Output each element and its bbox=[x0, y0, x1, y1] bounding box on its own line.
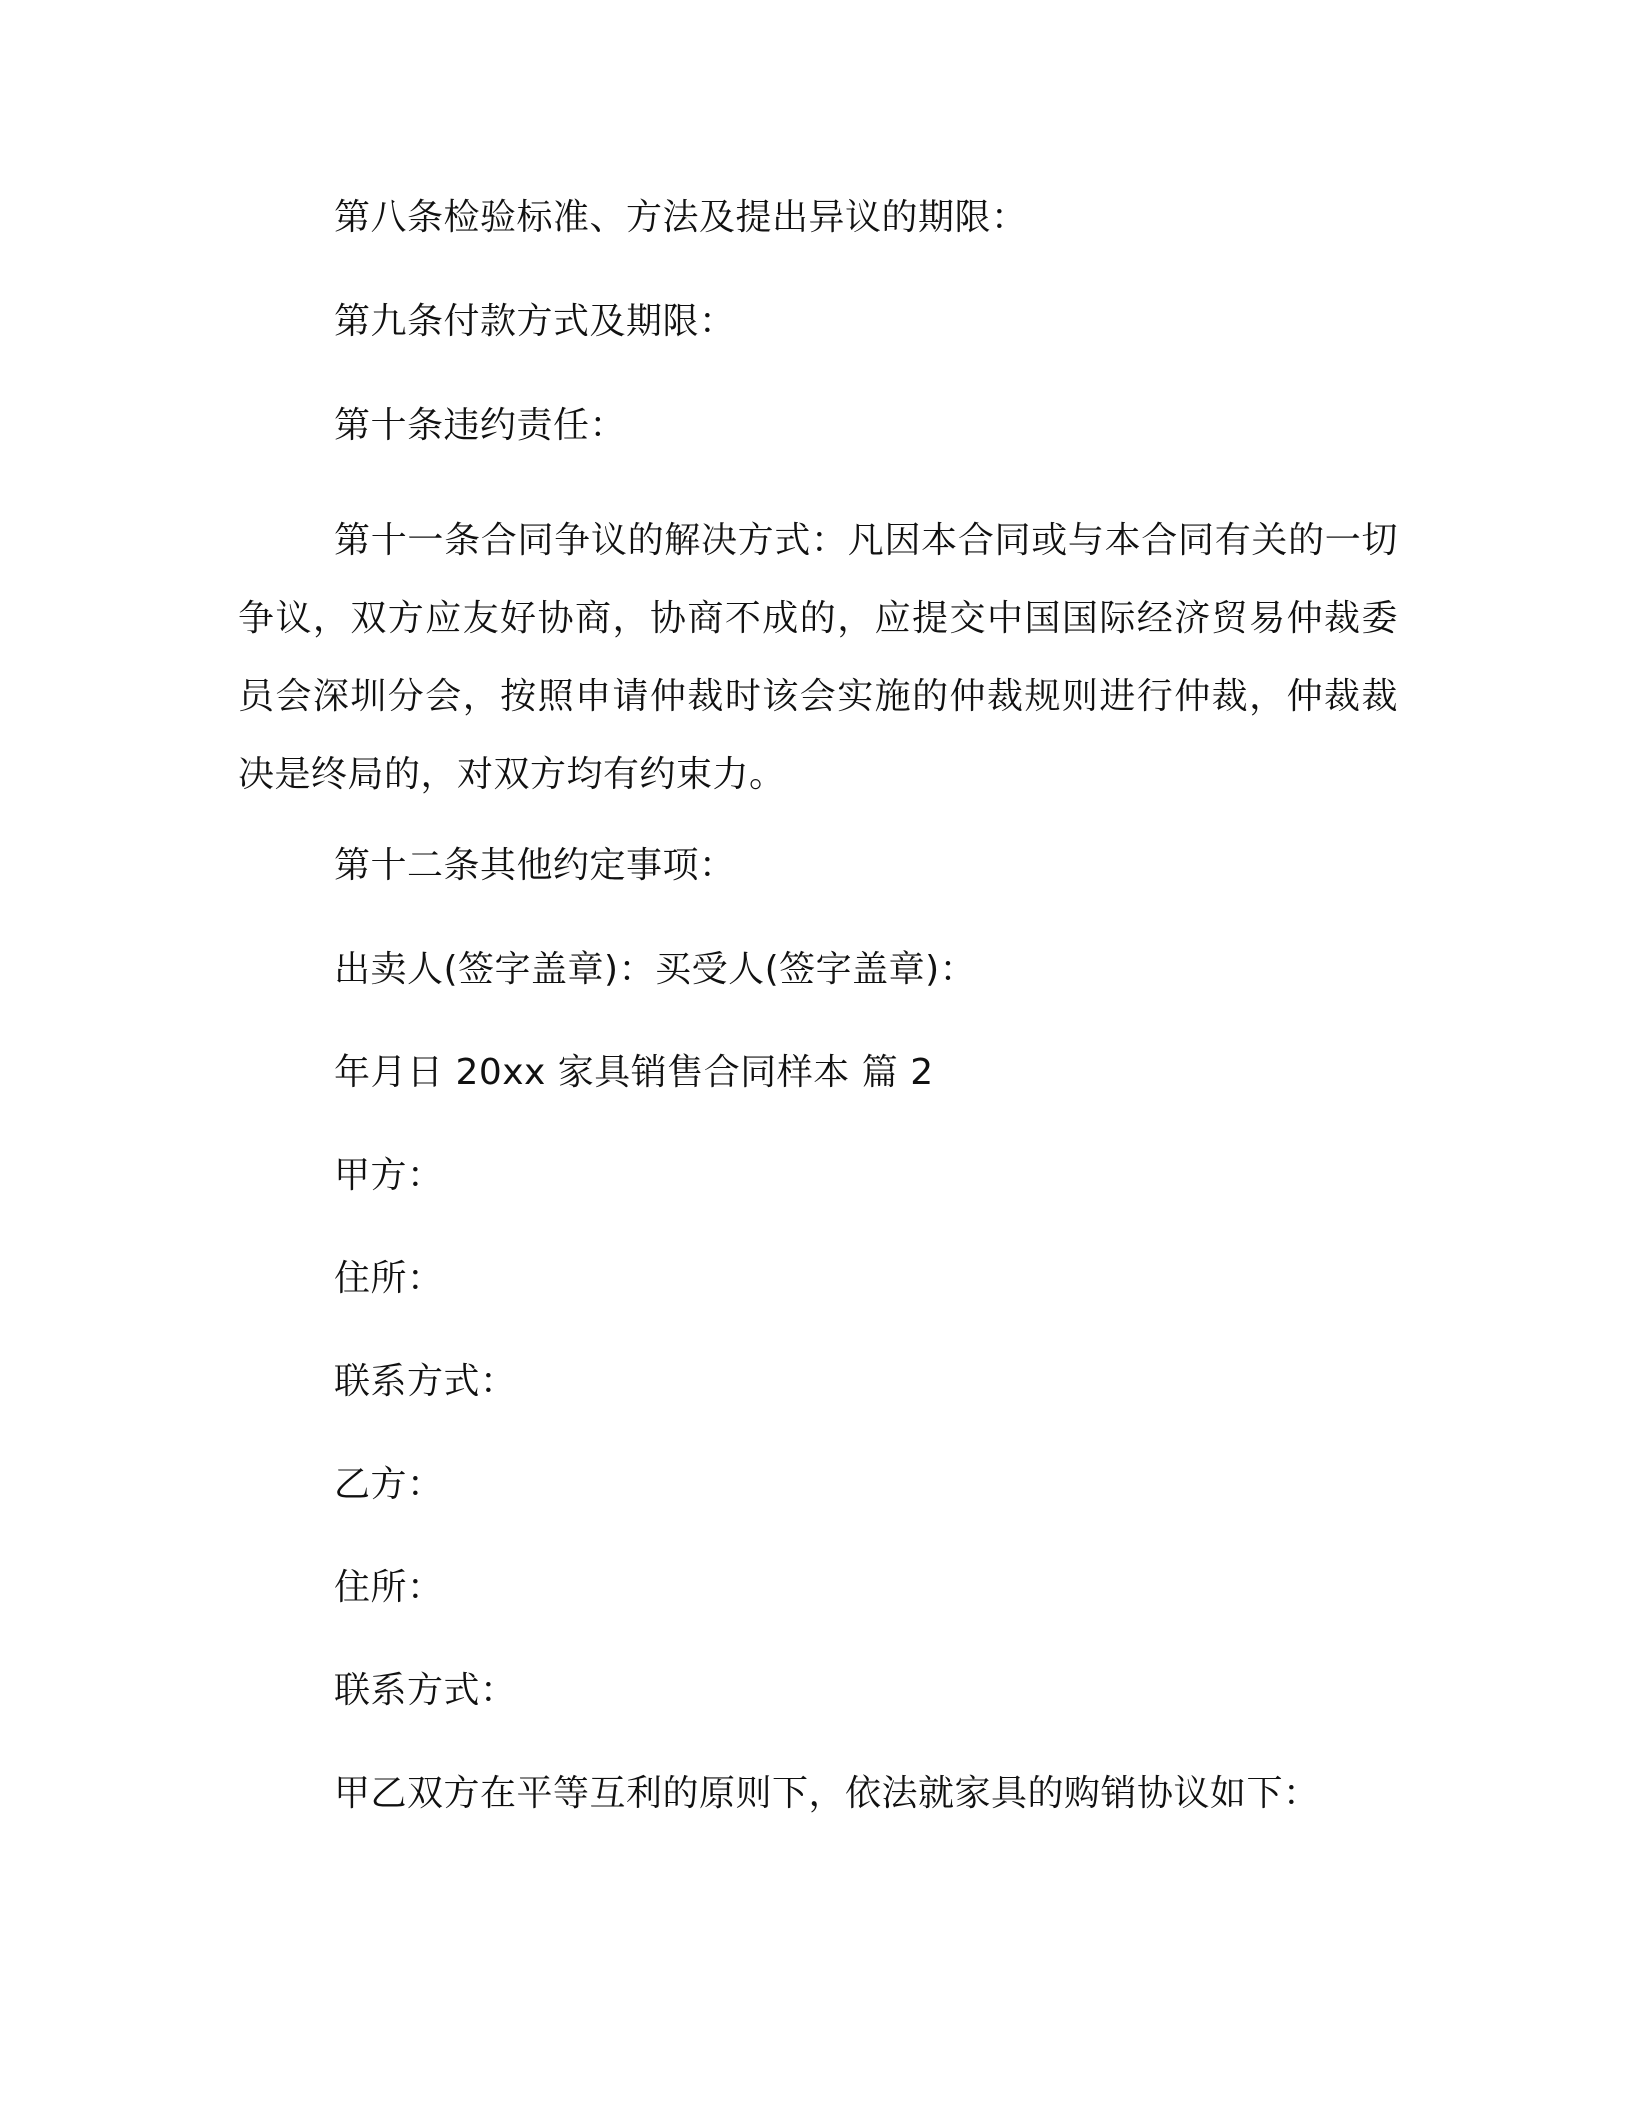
clause-12: 第十二条其他约定事项： bbox=[334, 845, 736, 886]
party-b-contact: 联系方式： bbox=[334, 1670, 517, 1711]
clause-10: 第十条违约责任： bbox=[334, 405, 627, 446]
clause-11: 第十一条合同争议的解决方式：凡因本合同或与本合同有关的一切争议，双方应友好协商，协商不成的，应提交中国国际经济贸易仲裁委员会深圳分会，按照申请仲裁时该会实施的仲裁规则进行仲裁，仲裁裁决是终局的，对双方均有约束力。 bbox=[238, 520, 1398, 795]
party-b-label: 乙方： bbox=[334, 1464, 444, 1505]
party-a-label: 甲方： bbox=[334, 1155, 444, 1196]
party-b-address: 住所： bbox=[334, 1567, 444, 1608]
signature-line: 出卖人(签字盖章)：买受人(签字盖章)： bbox=[334, 949, 977, 990]
agreement-intro: 甲乙双方在平等互利的原则下，依法就家具的购销协议如下： bbox=[334, 1773, 1320, 1814]
date-and-heading: 年月日 20xx 家具销售合同样本 篇 2 bbox=[334, 1052, 934, 1093]
clause-9: 第九条付款方式及期限： bbox=[334, 301, 736, 342]
party-a-address: 住所： bbox=[334, 1258, 444, 1299]
clause-8: 第八条检验标准、方法及提出异议的期限： bbox=[334, 197, 1028, 238]
party-a-contact: 联系方式： bbox=[334, 1361, 517, 1402]
